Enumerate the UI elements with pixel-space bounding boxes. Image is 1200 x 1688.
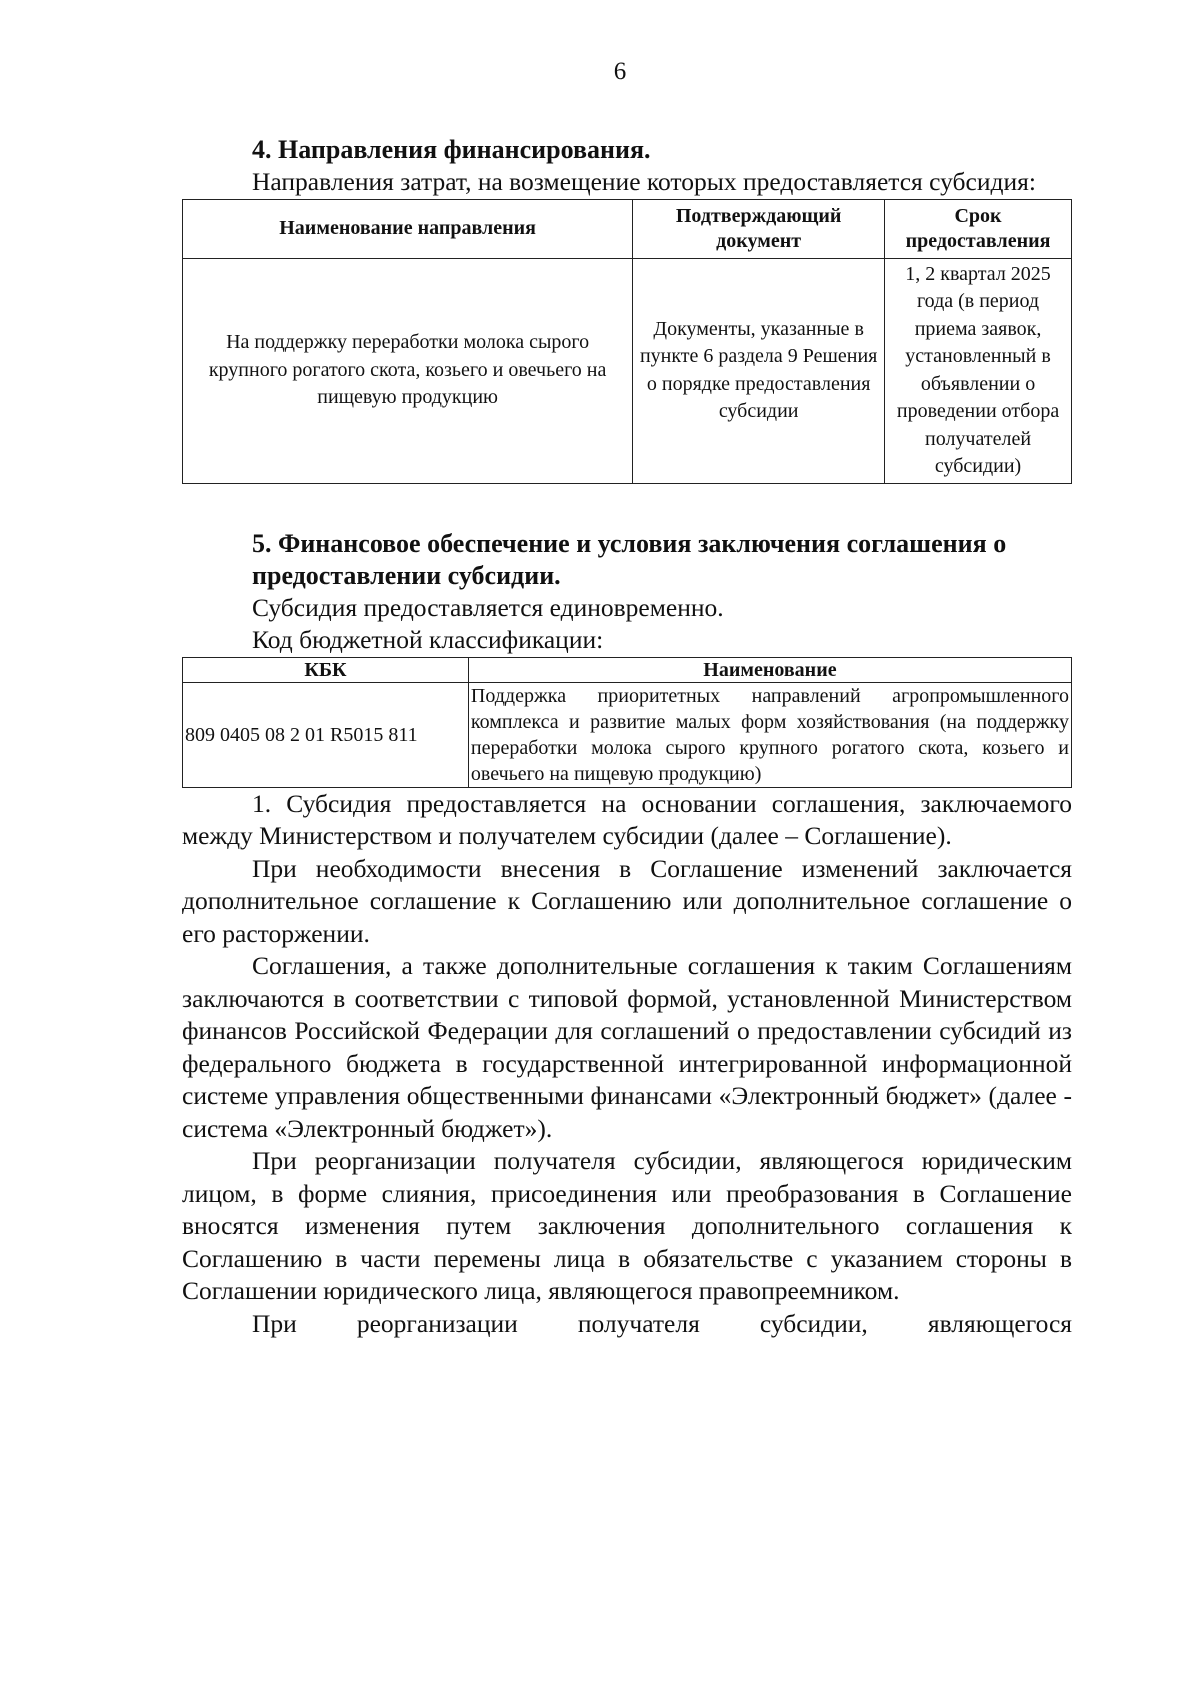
table-row — [183, 682, 1072, 787]
section-5-heading: 5. Финансовое обеспечение и условия заключения соглашения о предоставлении субсидии. — [252, 528, 1007, 590]
column-header-term: Срок предоставления — [885, 199, 1072, 258]
cell-kbk: 809 0405 08 2 01 R5015 811 — [183, 682, 469, 787]
funding-directions-table — [182, 199, 1072, 484]
table-row — [183, 258, 1072, 483]
section-5-p2: Код бюджетной классификации: — [252, 625, 604, 654]
cell-document: Документы, указанные в пункте 6 раздела 9 Решения о порядке предоставления субсидии — [633, 258, 885, 483]
paragraph-2: При необходимости внесения в Соглашение изменений заключается дополнительное соглашение к Соглашению или дополнительное соглашение о его расторжении. — [182, 853, 1072, 948]
paragraph-1: 1. Субсидия предоставляется на основании соглашения, заключаемого между Министерством и получателем субсидии (далее – Соглашение). — [182, 788, 1072, 850]
table-header-row — [183, 657, 1072, 682]
document-body — [182, 134, 1072, 1340]
page-number: 6 — [613, 58, 627, 85]
column-header-name: Наименование — [468, 657, 1071, 682]
column-header-document: Подтверждающий документ — [633, 199, 885, 258]
paragraph-4: При реорганизации получателя субсидии, являющегося юридическим лицом, в форме слияния, присоединения или преобразования в Соглашение вносятся изменения путем заключения дополнительного соглашения к Соглашению в части перемены лица в обязательстве с указанием стороны в Соглашении юридического лица, являющегося правопреемником. — [182, 1146, 1072, 1305]
paragraph-5: При реорганизации получателя субсидии, являющегося — [252, 1308, 1072, 1338]
section-4-intro: Направления затрат, на возмещение которых предоставляется субсидия: — [252, 167, 1036, 196]
cell-direction: На поддержку переработки молока сырого крупного рогатого скота, козьего и овечьего на пищевую продукцию — [183, 258, 633, 483]
section-5-p1: Субсидия предоставляется единовременно. — [252, 592, 724, 622]
column-header-kbk: КБК — [183, 657, 469, 682]
column-header-direction: Наименование направления — [183, 199, 633, 258]
cell-name: Поддержка приоритетных направлений агропромышленного комплекса и развитие малых форм хозяйствования (на поддержку переработки молока сырого крупного рогатого скота, козьего и овечьего на пищевую продукцию) — [468, 682, 1071, 787]
section-4-heading: 4. Направления финансирования. — [252, 135, 651, 164]
budget-classification-table — [182, 657, 1072, 788]
cell-term: 1, 2 квартал 2025 года (в период приема заявок, установленный в объявлении о проведении отбора получателей субсидии) — [885, 258, 1072, 483]
table-header-row — [183, 199, 1072, 258]
paragraph-3: Соглашения, а также дополнительные соглашения к таким Соглашениям заключаются в соответствии с типовой формой, установленной Министерством финансов Российской Федерации для соглашений о предоставлении субсидий из федерального бюджета в государственной интегрированной информационной системе управления общественными финансами «Электронный бюджет» (далее - система «Электронный бюджет»). — [182, 951, 1072, 1143]
